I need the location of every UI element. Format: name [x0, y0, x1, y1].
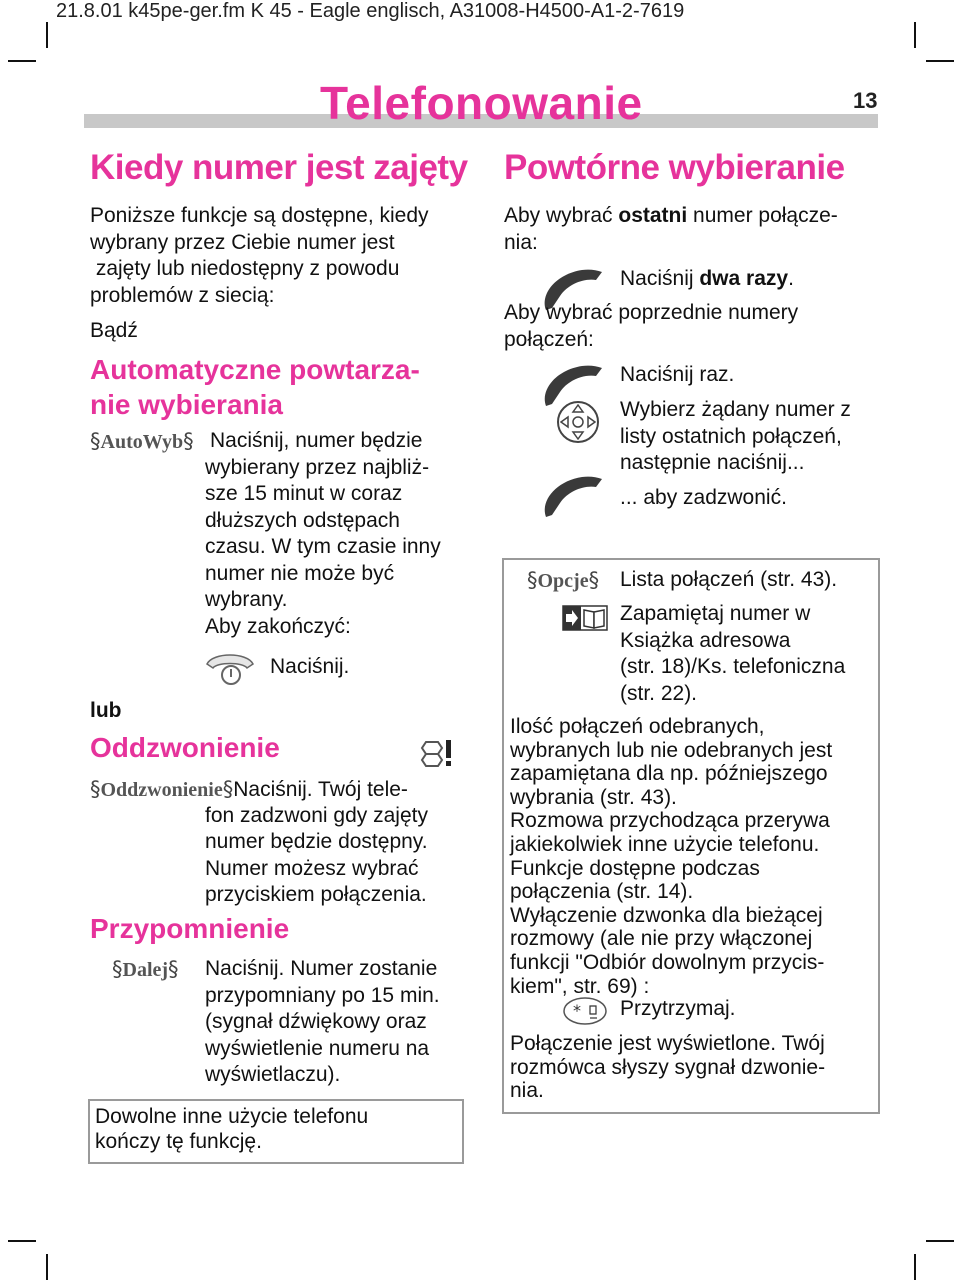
- text-span-bold: dwa razy: [699, 267, 789, 290]
- text-line: zajęty lub niedostępny z powodu: [90, 257, 400, 280]
- text-line: wybrany przez Ciebie numer jest: [90, 230, 395, 254]
- softkey-label: Oddzwonienie: [100, 779, 223, 801]
- call-key-icon: [538, 473, 610, 521]
- info-text: [510, 715, 832, 998]
- crop-mark: [46, 1254, 48, 1280]
- busy-heading: Kiedy numer jest zajęty: [90, 148, 468, 187]
- text-line: wyświetlaczu).: [205, 1063, 341, 1086]
- text-line: funkcji "Odbiór dowolnym przycis-: [510, 950, 825, 974]
- text-span: Naciśnij: [620, 267, 700, 290]
- text-line: fon zadzwoni gdy zajęty: [205, 803, 428, 827]
- crop-mark: [926, 1240, 954, 1242]
- text-line: (sygnał dźwiękowy oraz: [205, 1010, 427, 1033]
- auto-redial-heading: [90, 352, 420, 422]
- text-line: kończy tę funkcję.: [95, 1130, 262, 1153]
- text-line: zapamiętana dla np. późniejszego: [510, 762, 828, 786]
- section-mark-icon: §: [588, 568, 600, 592]
- text-span: Aby wybrać: [504, 204, 619, 227]
- end-press-text: Naciśnij.: [270, 655, 350, 678]
- phonebook-icon: [562, 604, 608, 632]
- text-line: kiem", str. 69) :: [510, 974, 650, 998]
- text-line: numer nie może być: [205, 561, 395, 585]
- page-title: Telefonowanie: [320, 77, 643, 129]
- section-mark-icon: §: [168, 957, 179, 981]
- text-line: wyświetlenie numeru na: [205, 1036, 430, 1060]
- text-line: Numer możesz wybrać: [205, 856, 419, 880]
- text-line: Zapamiętaj numer w: [620, 602, 811, 625]
- crop-mark: [926, 60, 954, 62]
- or-text: lub: [90, 699, 122, 722]
- text-span-bold: ostatni: [618, 204, 688, 227]
- callback-menu-icon: [420, 736, 454, 768]
- busy-intro: [90, 203, 429, 309]
- page-number: 13: [853, 88, 878, 113]
- callback-softkey[interactable]: [90, 776, 408, 804]
- section-mark-icon: §: [222, 777, 234, 801]
- text-line: rozmówca słyszy sygnał dzwonie-: [510, 1055, 826, 1079]
- press-twice-text: [620, 266, 794, 293]
- text-line: nia:: [504, 230, 538, 254]
- text-line: Dowolne inne użycie telefonu: [95, 1105, 369, 1128]
- text-span: numer połącze-: [687, 204, 838, 227]
- text-line: połączeń:: [504, 327, 594, 351]
- auto-redial-softkey[interactable]: [90, 428, 194, 456]
- press-once-text: Naciśnij raz.: [620, 363, 735, 386]
- text-line: numer będzie dostępny.: [205, 830, 428, 853]
- text-line: listy ostatnich połączeń,: [620, 424, 842, 448]
- heading-line: nie wybierania: [90, 389, 283, 420]
- callback-text: [205, 803, 428, 909]
- text-line: rozmowy (ale nie przy włączonej: [510, 927, 813, 951]
- text-span: .: [788, 267, 794, 290]
- heading-line: Automatyczne powtarza-: [90, 354, 420, 385]
- text-line: nia.: [510, 1079, 544, 1103]
- section-mark-icon: §: [183, 429, 194, 453]
- section-mark-icon: §: [112, 957, 123, 981]
- text-line: Naciśnij, numer będzie: [210, 429, 423, 452]
- text-line: wybrania (str. 43).: [510, 785, 677, 809]
- hold-text: Przytrzymaj.: [620, 997, 736, 1020]
- call-text: ... aby zadzwonić.: [620, 486, 787, 509]
- section-mark-icon: §: [527, 568, 538, 592]
- auto-redial-text-rest: [205, 455, 441, 641]
- text-line: wybrany.: [205, 588, 288, 611]
- text-line: przypomniany po 15 min.: [205, 983, 440, 1007]
- select-text: [620, 397, 851, 477]
- text-line: Połączenie jest wyświetlone. Twój: [510, 1032, 825, 1055]
- text-line: dłuższych odstępach: [205, 508, 400, 532]
- text-line: Ilość połączeń odebranych,: [510, 715, 765, 738]
- text-line: wybierany przez najbliż-: [205, 455, 430, 479]
- previous-numbers-intro: [504, 300, 798, 353]
- section-mark-icon: §: [90, 429, 101, 453]
- text-line: Wybierz żądany numer z: [620, 398, 851, 421]
- text-line: Naciśnij. Numer zostanie: [205, 957, 438, 980]
- either-text: Bądź: [90, 319, 138, 342]
- text-line: Aby zakończyć:: [205, 614, 351, 638]
- text-line: czasu. W tym czasie inny: [205, 535, 441, 558]
- text-line: Poniższe funkcje są dostępne, kiedy: [90, 204, 429, 227]
- text-line: sze 15 minut w coraz: [205, 482, 403, 505]
- crop-mark: [8, 1240, 36, 1242]
- softkey-label: Opcje: [537, 570, 589, 592]
- note-text: [95, 1104, 368, 1154]
- text-line: przyciskiem połączenia.: [205, 883, 427, 906]
- text-line: jakiekolwiek inne użycie telefonu.: [510, 832, 820, 856]
- text-line: wybranych lub nie odebranych jest: [510, 738, 833, 762]
- print-meta-line: [0, 0, 960, 26]
- text-line: Aby wybrać poprzednie numery: [504, 301, 799, 324]
- star-key-icon: [562, 996, 608, 1026]
- meta-text: 21.8.01 k45pe-ger.fm K 45 - Eagle englisch, A31008-H4500-A1-2-7619: [56, 0, 685, 22]
- svg-text:*: *: [573, 1001, 581, 1020]
- text-line: połączenia (str. 14).: [510, 880, 694, 904]
- end-key-icon: [203, 648, 257, 688]
- text-line: Książka adresowa: [620, 628, 791, 652]
- text-line: następnie naciśnij...: [620, 451, 805, 474]
- callback-heading: Oddzwonienie: [90, 732, 280, 763]
- softkey-label: AutoWyb: [100, 431, 184, 453]
- call-shown-text: [510, 1032, 825, 1103]
- softkey-label: Dalej: [122, 959, 169, 981]
- text-line: problemów z siecią:: [90, 283, 275, 307]
- text-line: Wyłączenie dzwonka dla bieżącej: [510, 903, 823, 927]
- options-text: Lista połączeń (str. 43).: [620, 568, 838, 591]
- section-mark-icon: §: [90, 777, 101, 801]
- redial-heading: Powtórne wybieranie: [504, 148, 845, 187]
- text-line: Naciśnij. Twój tele-: [233, 778, 408, 801]
- last-number-intro: [504, 203, 838, 256]
- reminder-heading: Przypomnienie: [90, 913, 290, 944]
- crop-mark: [8, 60, 36, 62]
- text-line: (str. 18)/Ks. telefoniczna: [620, 655, 846, 678]
- text-line: (str. 22).: [620, 681, 698, 705]
- reminder-softkey[interactable]: [112, 956, 179, 984]
- text-line: Funkcje dostępne podczas: [510, 856, 760, 880]
- nav-key-icon: [555, 399, 601, 445]
- options-softkey[interactable]: [527, 567, 599, 595]
- save-text: [620, 601, 845, 707]
- reminder-text: [205, 956, 440, 1089]
- crop-mark: [914, 1254, 916, 1280]
- text-line: Rozmowa przychodząca przerywa: [510, 809, 830, 833]
